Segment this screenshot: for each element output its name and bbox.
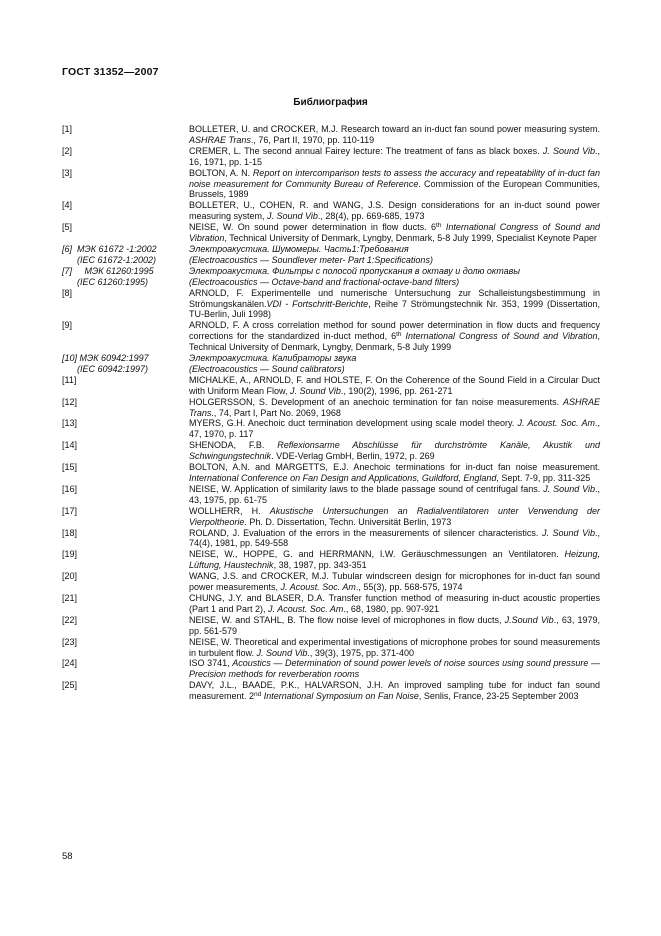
entry-citation: ROLAND, J. Evaluation of the errors in the measurements of silencer characteristics. J. Sound Vib., 74(4), 1981, pp. 549-558	[189, 527, 600, 549]
entry-citation: NEISE, W. Theoretical and experimental investigations of microphone probes for sound measurements in turbulent flow. J. Sound Vib., 39(3), 1975, pp. 371-400	[189, 636, 600, 658]
entry-citation: BOLTON, A. N. Report on intercomparison tests to assess the accuracy and repeatability of in-duct fan noise measurement for Community Bureau of Reference. Commission of the European Communities, Brussels, 1989	[189, 167, 601, 200]
entry-citation: WOLLHERR, H. Akustische Untersuchungen an Radialventilatoren unter Verwendung der Vierpoltheorie. Ph. D. Dissertation, Techn. Universität Berlin, 1973	[189, 505, 600, 527]
entry-citation: NEISE, W., HOPPE, G. and HERRMANN, I.W. Geräuschmessungen an Ventilatoren. Heizung, Lüftung, Haustechnik, 38, 1987, pp. 343-351	[189, 549, 600, 571]
entry-reference-number: [10] МЭК 60942:1997 (IEC 60942:1997)	[62, 353, 149, 374]
entry-reference-number: [7] МЭК 61260:1995 (IEC 61260:1995)	[62, 265, 154, 287]
entry-citation: BOLTON, A.N. and MARGETTS, E.J. Anechoic terminations for in-duct fan noise measurement. International Conference on Fan Design and Applications, Guildford, England, Sept. 7-9, pp. 311-325	[189, 462, 600, 483]
entry-citation: NEISE, W. On sound power determination in flow ducts. 6th International Congress of Sound and Vibration, Technical University of Denmark, Lyngby, Denmark, 5-8 July 1999, Specialist Keynote Paper	[189, 222, 600, 244]
bibliography-entry	[62, 200, 600, 222]
entry-citation: Электроакустика. Шумомеры. Часть1:Требования (Electroacoustics — Soundlever meter- Part 1:Specifications)	[189, 243, 433, 265]
page-title: Библиография	[293, 97, 368, 108]
bibliography-entry	[62, 549, 600, 571]
entry-reference-number: [21]	[62, 592, 78, 603]
bibliography-entry	[62, 571, 600, 593]
bibliography-entry	[62, 266, 600, 288]
bibliography-entry	[62, 397, 600, 419]
entry-reference-number: [17]	[62, 505, 78, 516]
entry-citation: MICHALKE, A., ARNOLD, F. and HOLSTE, F. On the Coherence of the Sound Field in a Circular Duct with Uniform Mean Flow, J. Sound Vib., 190(2), 1996, pp. 261-271	[189, 374, 600, 396]
bibliography-entry	[62, 440, 600, 462]
entry-reference-number: [20]	[62, 571, 78, 582]
entry-citation: BOLLETER, U., COHEN, R. and WANG, J.S. Design considerations for an in-duct sound power measuring system, J. Sound Vib., 28(4), pp. 669-685, 1973	[189, 200, 600, 222]
entry-citation: BOLLETER, U. and CROCKER, M.J. Research toward an in-duct fan sound power measuring system. ASHRAE Trans., 76, Part II, 1970, pp. 110-119	[189, 124, 600, 145]
entry-reference-number: [12]	[62, 396, 78, 407]
entry-reference-number: [6] МЭК 61672 -1:2002 (IEC 61672-1:2002)	[62, 243, 157, 265]
bibliography-entry	[62, 375, 600, 397]
entry-reference-number: [1]	[62, 124, 73, 134]
document-header: ГОСТ 31352—2007	[62, 66, 159, 78]
entry-citation: ARNOLD, F. Experimentelle und numerische Untersuchung zur Schalleistungsbestimmung in Strömungskanälen.VDI - Fortschritt-Berichte, Reihe 7 Strömungstechnik Nr. 353, 1999 (Dissertation, TU-Berlin, Juli 1998)	[189, 287, 600, 320]
entry-reference-number: [8]	[62, 287, 73, 298]
bibliography-entry	[62, 244, 600, 266]
bibliography-entry	[62, 658, 600, 680]
bibliography-entry	[62, 146, 600, 168]
entry-reference-number: [4]	[62, 200, 73, 211]
bibliography-entry	[62, 637, 600, 659]
entry-citation: DAVY, J.L., BAADE, P.K., HALVARSON, J.H. An improved sampling tube for induct fan sound measurement. 2nd International Symposium on Fan Noise, Senlis, France, 23-25 September 2003	[189, 680, 600, 702]
entry-reference-number: [9]	[62, 320, 73, 331]
bibliography-entry	[62, 484, 600, 506]
entry-citation: WANG, J.S. and CROCKER, M.J. Tubular windscreen design for microphones for in-duct fan sound power measurements, J. Acoust. Soc. Am., 55(3), pp. 568-575, 1974	[189, 571, 600, 593]
entry-reference-number: [25]	[62, 680, 78, 691]
page-number: 58	[62, 851, 73, 862]
entry-citation: CREMER, L. The second annual Fairey lecture: The treatment of fans as black boxes. J. Sound Vib., 16, 1971, pp. 1-15	[189, 145, 600, 167]
entry-citation: CHUNG, J.Y. and BLASER, D.A. Transfer function method of measuring in-duct acoustic properties (Part 1 and Part 2), J. Acoust. Soc. Am., 68, 1980, pp. 907-921	[189, 592, 600, 614]
entry-citation: ARNOLD, F. A cross correlation method for sound power determination in flow ducts and frequency corrections for the standardized in-duct method, 6th International Congress of Sound and Vibration, Technical University of Denmark, Lyngby, Denmark, 5-8 July 1999	[189, 320, 600, 353]
bibliography-entry	[62, 124, 600, 146]
entry-reference-number: [24]	[62, 658, 78, 669]
entry-reference-number: [22]	[62, 614, 78, 625]
bibliography-entry	[62, 680, 600, 702]
entry-reference-number: [13]	[62, 418, 78, 429]
entry-reference-number: [19]	[62, 549, 78, 560]
bibliography-entry	[62, 593, 600, 615]
bibliography-entry	[62, 528, 600, 550]
bibliography-entry	[62, 168, 600, 201]
entry-reference-number: [11]	[62, 374, 77, 385]
bibliography-entry	[62, 615, 600, 637]
bibliography-entry	[62, 506, 600, 528]
entry-citation: SHENODA, F.B. Reflexionsarme Abschlüsse für durchströmte Kanäle, Akustik und Schwingungstechnik. VDE-Verlag GmbH, Berlin, 1972, p. 269	[189, 440, 600, 462]
bibliography-entry	[62, 288, 600, 321]
entry-citation: ISO 3741, Acoustics — Determination of sound power levels of noise sources using sound pressure — Precision methods for reverberation rooms	[189, 658, 600, 680]
entry-reference-number: [16]	[62, 483, 78, 494]
bibliography-entry	[62, 462, 600, 484]
entry-reference-number: [3]	[62, 167, 73, 178]
bibliography-entry	[62, 418, 600, 440]
bibliography-entry	[62, 320, 600, 353]
bibliography-entry	[62, 353, 600, 375]
entry-reference-number: [18]	[62, 527, 78, 538]
entry-reference-number: [2]	[62, 145, 73, 156]
entry-citation: Электроакустика. Калибраторы звука (Electroacoustics — Sound calibrators)	[189, 353, 357, 374]
bibliography-list	[62, 124, 600, 702]
entry-reference-number: [5]	[62, 222, 73, 233]
entry-reference-number: [15]	[62, 462, 78, 473]
entry-citation: MYERS, G.H. Anechoic duct termination development using scale model theory. J. Acoust. Soc. Am., 47, 1970, p. 117	[189, 418, 600, 440]
entry-reference-number: [23]	[62, 636, 78, 647]
entry-citation: NEISE, W. Application of similarity laws to the blade passage sound of centrifugal fans. J. Sound Vib., 43, 1975, pp. 61-75	[189, 483, 601, 505]
bibliography-entry	[62, 222, 600, 244]
entry-citation: Электроакустика. Фильтры с полосой пропускания в октаву и долю октавы (Electroacoustics — Octave-band and fractional-octave-band filters)	[189, 265, 520, 287]
entry-citation: NEISE, W. and STAHL, B. The flow noise level of microphones in flow ducts, J.Sound Vib., 63, 1979, pp. 561-579	[189, 614, 600, 636]
entry-citation: HOLGERSSON, S. Development of an anechoic termination for fan noise measurements. ASHRAE Trans., 74, Part I, Part No. 2069, 1968	[189, 396, 600, 418]
entry-reference-number: [14]	[62, 440, 78, 451]
